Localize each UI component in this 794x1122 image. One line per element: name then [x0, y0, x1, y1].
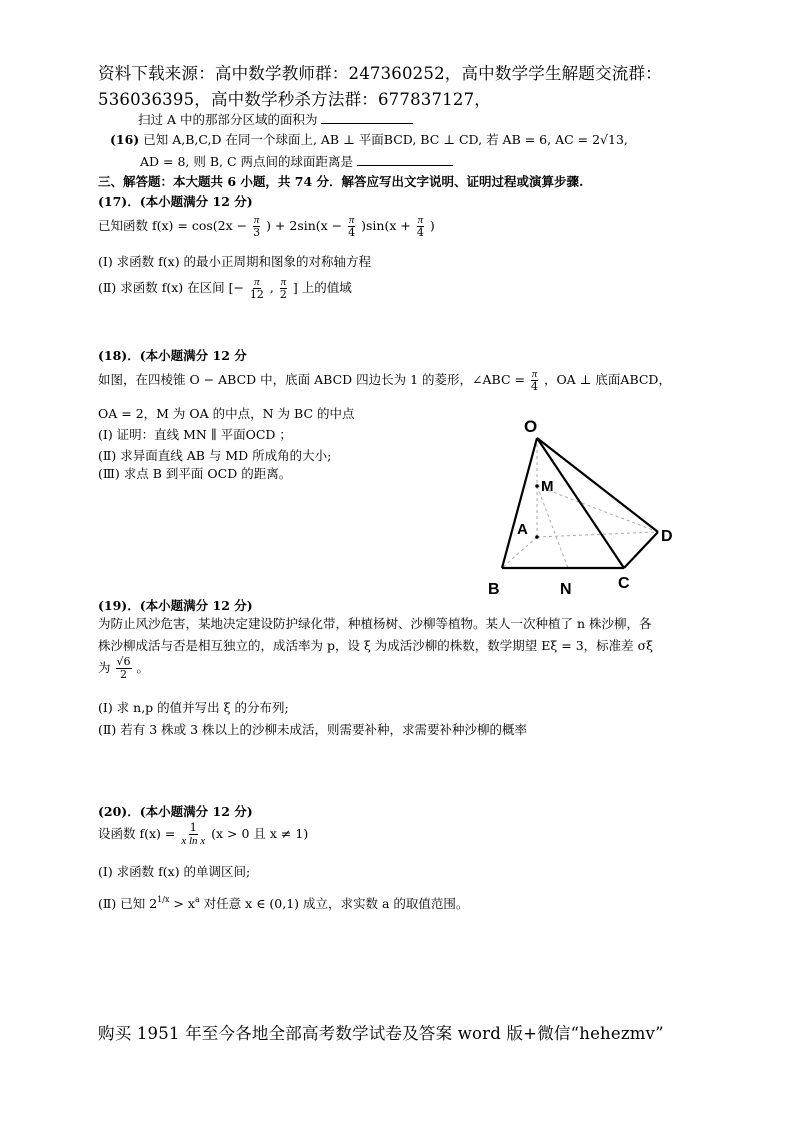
- q18-part-1: (Ⅰ) 证明：直线 MN ∥ 平面OCD ；: [98, 427, 292, 442]
- point-a: [535, 535, 539, 539]
- section-3-heading: 三、解答题：本大题共 6 小题，共 74 分．解答应写出文字说明、证明过程或演算步骤.: [98, 174, 584, 189]
- q18-stem-1: 如图，在四棱锥 O − ABCD 中，底面 ABCD 四边长为 1 的菱形，∠ABC = $\frac{\pi}{4}$ ，OA ⊥ 底面ABCD，: [98, 368, 671, 393]
- q19-part-2: (Ⅱ) 若有 3 株或 3 株以上的沙柳未成活，则需要补种，求需要补种沙柳的概率: [98, 722, 528, 737]
- q17-heading: (17)．(本小题满分 12 分): [98, 194, 253, 209]
- frac-pi-over-2: $\frac{\pi}{2}$: [279, 276, 287, 301]
- frac-pi-over-4-b: $\frac{\pi}{4}$: [416, 214, 424, 239]
- q20-heading: (20)．(本小题满分 12 分): [98, 804, 253, 819]
- q17-part-2: (Ⅱ) 求函数 f(x) 在区间 [− $\frac{\pi}{12}$ , $\frac{\pi}{2}$ ] 上的值域: [98, 276, 352, 301]
- q19-heading: (19)．(本小题满分 12 分): [98, 598, 253, 613]
- frac-sqrt6-over-2: $\frac{√6}{2}$: [116, 655, 131, 681]
- pyramid-figure: [480, 410, 690, 600]
- header-line-2: 536036395，高中数学秒杀方法群：677837127，: [98, 90, 491, 109]
- q19-part-1: (Ⅰ) 求 n,p 的值并写出 ξ 的分布列;: [98, 700, 289, 715]
- label-c: C: [618, 575, 630, 592]
- frac-pi-over-12: $\frac{\pi}{12}$: [249, 276, 264, 301]
- header-line-1: 资料下载来源：高中数学教师群：247360252，高中数学学生解题交流群：: [98, 64, 662, 83]
- label-o: O: [524, 417, 538, 436]
- label-b: B: [488, 581, 500, 598]
- q18-heading: (18)．(本小题满分 12 分: [98, 348, 247, 363]
- point-m: [535, 484, 539, 488]
- q20-part-1: (Ⅰ) 求函数 f(x) 的单调区间;: [98, 864, 251, 879]
- q18-stem-2: OA = 2，M 为 OA 的中点，N 为 BC 的中点: [98, 406, 355, 421]
- q20-part-2: (Ⅱ) 已知 $2^{1/x} > x^a$ 对任意 x ∈ (0,1) 成立，求实数 a 的取值范围。: [98, 895, 469, 911]
- footer-ad: 购买 1951 年至今各地全部高考数学试卷及答案 word 版+微信“hehezmv”: [98, 1024, 664, 1043]
- frac-pi-over-4: $\frac{\pi}{4}$: [348, 214, 356, 239]
- frac-pi-over-4-angle: $\frac{\pi}{4}$: [530, 368, 538, 393]
- q16-answer-blank[interactable]: [357, 153, 453, 166]
- edge-cd: [624, 532, 658, 568]
- q20-stem: 设函数 f(x) = $\frac{1}{\text{x ln x}}$ (x > 0 且 x ≠ 1): [98, 821, 309, 847]
- edge-ob: [502, 438, 537, 568]
- q19-line-3: 为 $\frac{√6}{2}$ 。: [98, 655, 150, 681]
- q17-part-1: (Ⅰ) 求函数 f(x) 的最小正周期和图象的对称轴方程: [98, 254, 372, 269]
- q19-line-2: 株沙柳成活与否是相互独立的，成活率为 p，设 ξ 为成活沙柳的株数，数学期望 Eξ = 3，标准差 σξ: [98, 638, 654, 653]
- edge-od: [537, 438, 658, 532]
- q16-line-1: (16) 已知 A,B,C,D 在同一个球面上, AB ⊥ 平面BCD, BC ⊥ CD, 若 AB = 6, AC = 2√13,: [110, 132, 628, 147]
- q18-part-2: (Ⅱ) 求异面直线 AB 与 MD 所成角的大小;: [98, 448, 332, 463]
- label-m: M: [541, 478, 554, 495]
- frac-1-over-xlnx: $\frac{1}{\text{x ln x}}$: [181, 821, 206, 847]
- label-d: D: [661, 528, 673, 545]
- q16-line-2: AD = 8, 则 B, C 两点间的球面距离是: [140, 152, 453, 170]
- q19-line-1: 为防止风沙危害，某地决定建设防护绿化带，种植杨树、沙柳等植物。某人一次种植了 n 株沙柳，各: [98, 616, 652, 631]
- edge-md-hidden: [537, 486, 658, 532]
- label-n: N: [560, 581, 572, 598]
- label-a: A: [517, 521, 528, 538]
- q15-answer-blank[interactable]: [321, 111, 413, 124]
- frac-pi-over-3: $\frac{\pi}{3}$: [253, 214, 261, 239]
- q15-tail: 扫过 A 中的那部分区域的面积为: [138, 110, 413, 128]
- q18-part-3: (Ⅲ) 求点 B 到平面 OCD 的距离。: [98, 466, 292, 481]
- edge-oc: [537, 438, 624, 568]
- edge-mn-hidden: [537, 486, 568, 568]
- q17-stem: 已知函数 f(x) = cos(2x − $\frac{\pi}{3}$ ) + 2sin(x − $\frac{\pi}{4}$ )sin(x + $\frac{\pi}{4}$ ): [98, 214, 435, 239]
